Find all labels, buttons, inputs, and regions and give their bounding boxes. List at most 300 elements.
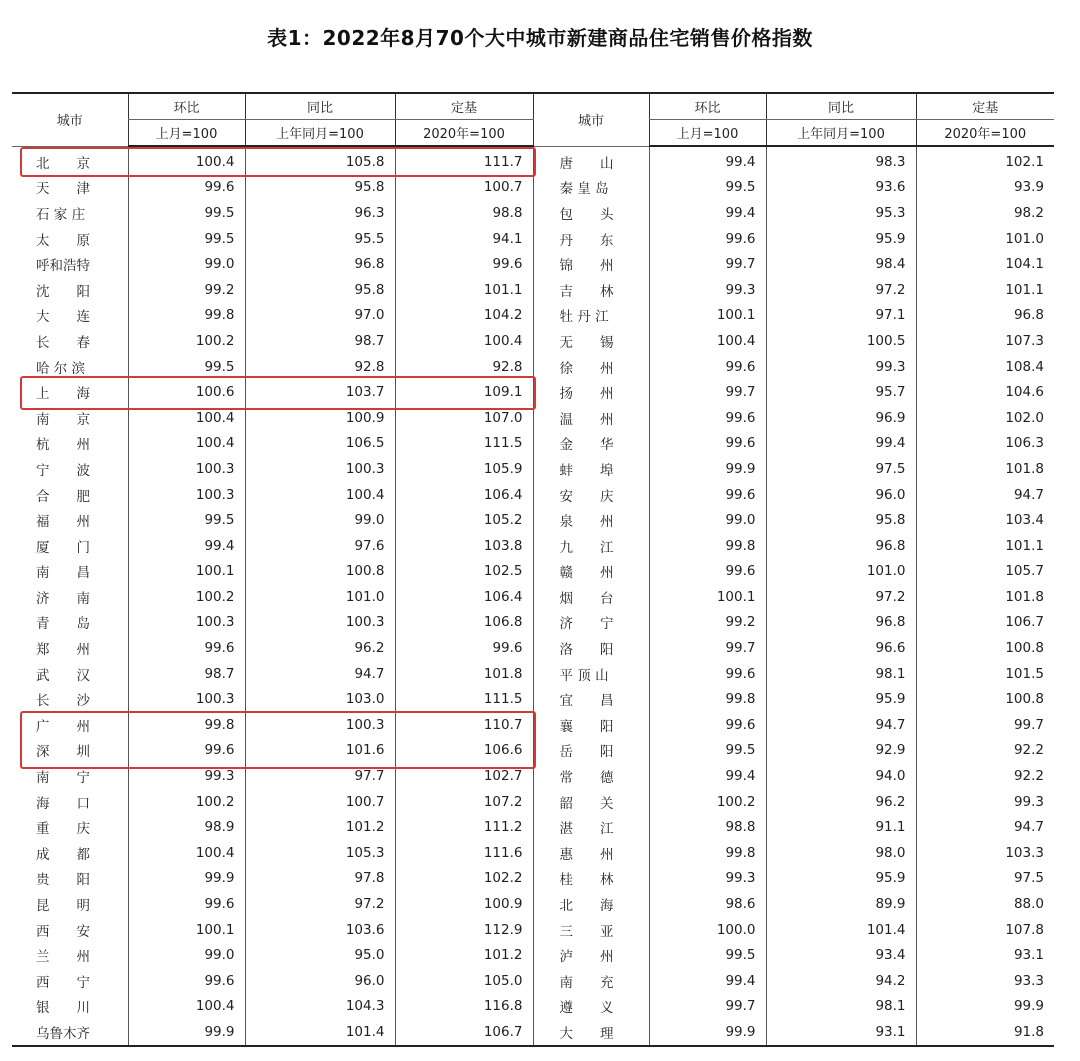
fixed-value-left: 99.6 [395, 635, 533, 661]
city-name-left: 天 津 [36, 181, 90, 198]
table-row [12, 635, 1054, 661]
city-name-left: 沈 阳 [36, 283, 90, 300]
yoy-value-left: 95.5 [245, 226, 395, 252]
mom-value-left: 100.6 [128, 379, 245, 405]
mom-value-right: 99.8 [649, 686, 766, 712]
table-row [12, 226, 1054, 252]
mom-value-right: 99.3 [649, 866, 766, 892]
fixed-value-left: 111.5 [395, 686, 533, 712]
fixed-value-left: 100.9 [395, 891, 533, 917]
mom-value-right: 99.6 [649, 559, 766, 585]
fixed-value-right: 103.3 [916, 840, 1054, 866]
yoy-value-left: 97.6 [245, 533, 395, 559]
city-name-left: 呼和浩特 [36, 258, 90, 275]
city-name-left: 成 都 [36, 846, 90, 863]
yoy-value-left: 100.3 [245, 610, 395, 636]
fixed-value-right: 101.0 [916, 226, 1054, 252]
yoy-value-right: 98.3 [766, 146, 916, 175]
mom-value-left: 98.7 [128, 661, 245, 687]
fixed-value-left: 106.7 [395, 1019, 533, 1046]
yoy-value-right: 91.1 [766, 814, 916, 840]
yoy-value-right: 98.0 [766, 840, 916, 866]
yoy-value-left: 101.0 [245, 584, 395, 610]
table-row [12, 559, 1054, 585]
city-name-right: 济 宁 [533, 610, 649, 636]
table-row [12, 251, 1054, 277]
yoy-value-right: 92.9 [766, 738, 916, 764]
fixed-value-right: 101.8 [916, 584, 1054, 610]
city-name-left: 宁 波 [36, 462, 90, 479]
header-fixed-left: 定基 [395, 93, 533, 120]
header-fixed-right: 定基 [916, 93, 1054, 120]
fixed-value-right: 92.2 [916, 738, 1054, 764]
city-name-right: 大 理 [533, 1019, 649, 1046]
fixed-value-right: 93.9 [916, 175, 1054, 201]
mom-value-left: 100.4 [128, 405, 245, 431]
yoy-value-left: 100.7 [245, 789, 395, 815]
city-name-left: 长 春 [36, 334, 90, 351]
city-name-left: 青 岛 [36, 616, 90, 633]
table-row [12, 814, 1054, 840]
mom-value-right: 99.9 [649, 1019, 766, 1046]
table-row [12, 175, 1054, 201]
fixed-value-left: 111.5 [395, 431, 533, 457]
table-body [12, 146, 1054, 1046]
city-name-right: 包 头 [533, 200, 649, 226]
fixed-value-right: 106.7 [916, 610, 1054, 636]
mom-value-right: 99.6 [649, 661, 766, 687]
mom-value-right: 99.3 [649, 277, 766, 303]
mom-value-left: 100.2 [128, 584, 245, 610]
city-name-left: 西 宁 [36, 974, 90, 991]
mom-value-left: 99.6 [128, 891, 245, 917]
yoy-value-left: 100.3 [245, 712, 395, 738]
yoy-value-right: 98.4 [766, 251, 916, 277]
fixed-value-right: 105.7 [916, 559, 1054, 585]
city-name-right: 锦 州 [533, 251, 649, 277]
yoy-value-right: 95.9 [766, 226, 916, 252]
mom-value-left: 100.1 [128, 917, 245, 943]
fixed-value-right: 107.3 [916, 328, 1054, 354]
fixed-value-right: 108.4 [916, 354, 1054, 380]
table-row [12, 533, 1054, 559]
table-row [12, 277, 1054, 303]
mom-value-right: 99.7 [649, 994, 766, 1020]
yoy-value-right: 93.1 [766, 1019, 916, 1046]
fixed-value-left: 101.2 [395, 942, 533, 968]
mom-value-left: 100.3 [128, 456, 245, 482]
fixed-value-right: 104.6 [916, 379, 1054, 405]
fixed-value-left: 111.6 [395, 840, 533, 866]
mom-value-right: 99.6 [649, 482, 766, 508]
mom-value-left: 99.6 [128, 635, 245, 661]
yoy-value-right: 98.1 [766, 994, 916, 1020]
yoy-value-right: 96.6 [766, 635, 916, 661]
mom-value-right: 99.4 [649, 200, 766, 226]
city-name-right: 常 德 [533, 763, 649, 789]
yoy-value-right: 97.5 [766, 456, 916, 482]
table-row [12, 354, 1054, 380]
table-row [12, 661, 1054, 687]
mom-value-left: 99.5 [128, 354, 245, 380]
city-name-left: 武 汉 [36, 667, 90, 684]
yoy-value-left: 103.0 [245, 686, 395, 712]
mom-value-right: 99.7 [649, 379, 766, 405]
yoy-value-right: 98.1 [766, 661, 916, 687]
yoy-value-left: 101.4 [245, 1019, 395, 1046]
yoy-value-left: 100.4 [245, 482, 395, 508]
yoy-value-right: 97.2 [766, 584, 916, 610]
fixed-value-left: 107.0 [395, 405, 533, 431]
yoy-value-left: 97.2 [245, 891, 395, 917]
table-row [12, 738, 1054, 764]
yoy-value-right: 101.4 [766, 917, 916, 943]
city-name-right: 平 顶 山 [533, 661, 649, 687]
table-row [12, 405, 1054, 431]
mom-value-left: 99.9 [128, 866, 245, 892]
table-row [12, 379, 1054, 405]
mom-value-right: 99.4 [649, 968, 766, 994]
fixed-value-right: 106.3 [916, 431, 1054, 457]
city-name-right: 扬 州 [533, 379, 649, 405]
city-name-right: 南 充 [533, 968, 649, 994]
mom-value-left: 100.2 [128, 789, 245, 815]
fixed-value-left: 111.7 [395, 146, 533, 175]
mom-value-left: 100.4 [128, 146, 245, 175]
yoy-value-right: 95.3 [766, 200, 916, 226]
yoy-value-left: 97.7 [245, 763, 395, 789]
fixed-value-left: 104.2 [395, 303, 533, 329]
table-row [12, 456, 1054, 482]
yoy-value-right: 99.3 [766, 354, 916, 380]
fixed-value-left: 106.8 [395, 610, 533, 636]
yoy-value-left: 95.8 [245, 175, 395, 201]
mom-value-left: 99.5 [128, 507, 245, 533]
table-row [12, 303, 1054, 329]
city-name-right: 泉 州 [533, 507, 649, 533]
mom-value-left: 99.0 [128, 942, 245, 968]
mom-value-left: 99.2 [128, 277, 245, 303]
city-name-right: 三 亚 [533, 917, 649, 943]
mom-value-left: 99.3 [128, 763, 245, 789]
yoy-value-right: 95.9 [766, 686, 916, 712]
fixed-value-left: 112.9 [395, 917, 533, 943]
fixed-value-right: 101.5 [916, 661, 1054, 687]
fixed-value-right: 101.1 [916, 277, 1054, 303]
fixed-value-right: 98.2 [916, 200, 1054, 226]
fixed-value-left: 102.7 [395, 763, 533, 789]
mom-value-right: 100.0 [649, 917, 766, 943]
mom-value-right: 98.8 [649, 814, 766, 840]
mom-value-left: 100.3 [128, 610, 245, 636]
fixed-value-right: 102.0 [916, 405, 1054, 431]
fixed-value-right: 101.8 [916, 456, 1054, 482]
yoy-value-left: 99.0 [245, 507, 395, 533]
fixed-value-right: 99.3 [916, 789, 1054, 815]
city-name-right: 安 庆 [533, 482, 649, 508]
table-row [12, 712, 1054, 738]
table-row [12, 994, 1054, 1020]
yoy-value-left: 101.6 [245, 738, 395, 764]
mom-value-right: 100.2 [649, 789, 766, 815]
price-index-table [12, 92, 1054, 1047]
yoy-value-right: 94.2 [766, 968, 916, 994]
yoy-value-right: 97.1 [766, 303, 916, 329]
fixed-value-right: 94.7 [916, 482, 1054, 508]
mom-value-left: 99.6 [128, 968, 245, 994]
table-row [12, 328, 1054, 354]
yoy-value-left: 98.7 [245, 328, 395, 354]
fixed-value-right: 99.9 [916, 994, 1054, 1020]
table-row [12, 763, 1054, 789]
city-name-left: 北 京 [36, 155, 90, 172]
yoy-value-right: 97.2 [766, 277, 916, 303]
mom-value-right: 99.5 [649, 738, 766, 764]
table-row [12, 584, 1054, 610]
mom-value-right: 99.5 [649, 942, 766, 968]
mom-value-left: 100.4 [128, 994, 245, 1020]
yoy-value-left: 96.0 [245, 968, 395, 994]
city-name-left: 南 京 [36, 411, 90, 428]
table-row [12, 866, 1054, 892]
yoy-value-right: 96.2 [766, 789, 916, 815]
city-name-left: 深 圳 [36, 744, 90, 761]
header-yoy-right: 同比 [766, 93, 916, 120]
fixed-value-right: 104.1 [916, 251, 1054, 277]
fixed-value-right: 93.1 [916, 942, 1054, 968]
fixed-value-left: 102.5 [395, 559, 533, 585]
fixed-value-right: 101.1 [916, 533, 1054, 559]
header-city-right: 城市 [533, 93, 649, 146]
fixed-value-left: 106.6 [395, 738, 533, 764]
city-name-right: 洛 阳 [533, 635, 649, 661]
city-name-left: 银 川 [36, 1000, 90, 1017]
city-name-right: 桂 林 [533, 866, 649, 892]
table-row [12, 686, 1054, 712]
mom-value-right: 99.6 [649, 226, 766, 252]
yoy-value-left: 96.3 [245, 200, 395, 226]
header-yoy-left: 同比 [245, 93, 395, 120]
city-name-left: 重 庆 [36, 821, 90, 838]
table-row [12, 200, 1054, 226]
city-name-right: 九 江 [533, 533, 649, 559]
header-yoy-base-left: 上年同月=100 [245, 120, 395, 147]
fixed-value-left: 106.4 [395, 584, 533, 610]
city-name-left: 兰 州 [36, 949, 90, 966]
yoy-value-right: 100.5 [766, 328, 916, 354]
mom-value-left: 99.0 [128, 251, 245, 277]
city-name-right: 岳 阳 [533, 738, 649, 764]
table-row [12, 789, 1054, 815]
fixed-value-left: 100.7 [395, 175, 533, 201]
city-name-right: 宜 昌 [533, 686, 649, 712]
mom-value-left: 99.5 [128, 226, 245, 252]
table-title: 表1：2022年8月70个大中城市新建商品住宅销售价格指数 [267, 26, 813, 50]
fixed-value-right: 96.8 [916, 303, 1054, 329]
fixed-value-left: 101.8 [395, 661, 533, 687]
mom-value-left: 99.4 [128, 533, 245, 559]
city-name-right: 湛 江 [533, 814, 649, 840]
mom-value-left: 100.4 [128, 840, 245, 866]
yoy-value-left: 104.3 [245, 994, 395, 1020]
yoy-value-left: 94.7 [245, 661, 395, 687]
header-yoy-base-right: 上年同月=100 [766, 120, 916, 147]
yoy-value-left: 103.7 [245, 379, 395, 405]
city-name-left: 济 南 [36, 590, 90, 607]
yoy-value-right: 94.0 [766, 763, 916, 789]
fixed-value-right: 100.8 [916, 635, 1054, 661]
fixed-value-right: 103.4 [916, 507, 1054, 533]
table-row [12, 431, 1054, 457]
mom-value-right: 100.4 [649, 328, 766, 354]
yoy-value-left: 97.0 [245, 303, 395, 329]
city-name-left: 南 宁 [36, 770, 90, 787]
city-name-left: 南 昌 [36, 565, 90, 582]
fixed-value-right: 100.8 [916, 686, 1054, 712]
mom-value-left: 100.1 [128, 559, 245, 585]
mom-value-right: 99.0 [649, 507, 766, 533]
fixed-value-left: 116.8 [395, 994, 533, 1020]
city-name-right: 徐 州 [533, 354, 649, 380]
fixed-value-right: 97.5 [916, 866, 1054, 892]
yoy-value-left: 97.8 [245, 866, 395, 892]
header-mom-left: 环比 [128, 93, 245, 120]
mom-value-right: 99.6 [649, 354, 766, 380]
yoy-value-left: 92.8 [245, 354, 395, 380]
header-mom-base-right: 上月=100 [649, 120, 766, 147]
city-name-right: 泸 州 [533, 942, 649, 968]
mom-value-left: 100.2 [128, 328, 245, 354]
yoy-value-right: 96.0 [766, 482, 916, 508]
city-name-right: 秦 皇 岛 [533, 175, 649, 201]
mom-value-left: 99.8 [128, 712, 245, 738]
city-name-left: 乌鲁木齐 [36, 1025, 90, 1042]
city-name-right: 蚌 埠 [533, 456, 649, 482]
mom-value-right: 99.6 [649, 712, 766, 738]
table-row [12, 891, 1054, 917]
table-row [12, 942, 1054, 968]
city-name-right: 丹 东 [533, 226, 649, 252]
fixed-value-right: 107.8 [916, 917, 1054, 943]
mom-value-right: 99.2 [649, 610, 766, 636]
city-name-right: 吉 林 [533, 277, 649, 303]
fixed-value-left: 100.4 [395, 328, 533, 354]
city-name-right: 襄 阳 [533, 712, 649, 738]
city-name-right: 温 州 [533, 405, 649, 431]
city-name-right: 韶 关 [533, 789, 649, 815]
city-name-right: 金 华 [533, 431, 649, 457]
fixed-value-left: 106.4 [395, 482, 533, 508]
yoy-value-left: 101.2 [245, 814, 395, 840]
table-row [12, 840, 1054, 866]
yoy-value-right: 95.8 [766, 507, 916, 533]
mom-value-right: 99.5 [649, 175, 766, 201]
fixed-value-right: 102.1 [916, 146, 1054, 175]
mom-value-left: 98.9 [128, 814, 245, 840]
fixed-value-right: 91.8 [916, 1019, 1054, 1046]
city-name-left: 石 家 庄 [36, 206, 86, 223]
yoy-value-right: 93.6 [766, 175, 916, 201]
city-name-left: 福 州 [36, 514, 90, 531]
yoy-value-left: 100.8 [245, 559, 395, 585]
fixed-value-left: 109.1 [395, 379, 533, 405]
fixed-value-left: 98.8 [395, 200, 533, 226]
mom-value-left: 100.4 [128, 431, 245, 457]
header-city-left: 城市 [12, 93, 128, 146]
city-name-right: 北 海 [533, 891, 649, 917]
mom-value-left: 99.5 [128, 200, 245, 226]
mom-value-right: 99.8 [649, 533, 766, 559]
table-row [12, 507, 1054, 533]
fixed-value-left: 94.1 [395, 226, 533, 252]
fixed-value-left: 110.7 [395, 712, 533, 738]
city-name-left: 哈 尔 滨 [36, 360, 86, 377]
yoy-value-right: 96.8 [766, 610, 916, 636]
city-name-right: 无 锡 [533, 328, 649, 354]
header-mom-base-left: 上月=100 [128, 120, 245, 147]
yoy-value-right: 96.8 [766, 533, 916, 559]
yoy-value-left: 95.0 [245, 942, 395, 968]
mom-value-left: 100.3 [128, 686, 245, 712]
yoy-value-right: 93.4 [766, 942, 916, 968]
city-name-right: 遵 义 [533, 994, 649, 1020]
yoy-value-right: 99.4 [766, 431, 916, 457]
mom-value-right: 99.4 [649, 763, 766, 789]
fixed-value-left: 105.2 [395, 507, 533, 533]
mom-value-left: 99.6 [128, 175, 245, 201]
mom-value-right: 99.9 [649, 456, 766, 482]
yoy-value-right: 96.9 [766, 405, 916, 431]
city-name-right: 牡 丹 江 [533, 303, 649, 329]
city-name-left: 杭 州 [36, 437, 90, 454]
city-name-right: 惠 州 [533, 840, 649, 866]
city-name-right: 烟 台 [533, 584, 649, 610]
yoy-value-left: 100.9 [245, 405, 395, 431]
yoy-value-right: 95.9 [766, 866, 916, 892]
fixed-value-right: 94.7 [916, 814, 1054, 840]
city-name-left: 大 连 [36, 309, 90, 326]
header-mom-right: 环比 [649, 93, 766, 120]
yoy-value-left: 96.2 [245, 635, 395, 661]
yoy-value-right: 94.7 [766, 712, 916, 738]
city-name-left: 昆 明 [36, 898, 90, 915]
yoy-value-right: 101.0 [766, 559, 916, 585]
header-fixed-base-left: 2020年=100 [395, 120, 533, 147]
fixed-value-left: 99.6 [395, 251, 533, 277]
city-name-left: 厦 门 [36, 539, 90, 556]
fixed-value-left: 105.9 [395, 456, 533, 482]
fixed-value-left: 105.0 [395, 968, 533, 994]
mom-value-right: 99.7 [649, 635, 766, 661]
table-row [12, 968, 1054, 994]
fixed-value-right: 93.3 [916, 968, 1054, 994]
table-row [12, 917, 1054, 943]
city-name-left: 西 安 [36, 923, 90, 940]
yoy-value-left: 103.6 [245, 917, 395, 943]
mom-value-right: 99.6 [649, 431, 766, 457]
city-name-left: 上 海 [36, 386, 90, 403]
mom-value-right: 98.6 [649, 891, 766, 917]
table-row [12, 610, 1054, 636]
fixed-value-left: 107.2 [395, 789, 533, 815]
yoy-value-right: 89.9 [766, 891, 916, 917]
header-fixed-base-right: 2020年=100 [916, 120, 1054, 147]
mom-value-right: 99.4 [649, 146, 766, 175]
mom-value-left: 99.6 [128, 738, 245, 764]
fixed-value-left: 103.8 [395, 533, 533, 559]
mom-value-right: 99.7 [649, 251, 766, 277]
fixed-value-right: 88.0 [916, 891, 1054, 917]
